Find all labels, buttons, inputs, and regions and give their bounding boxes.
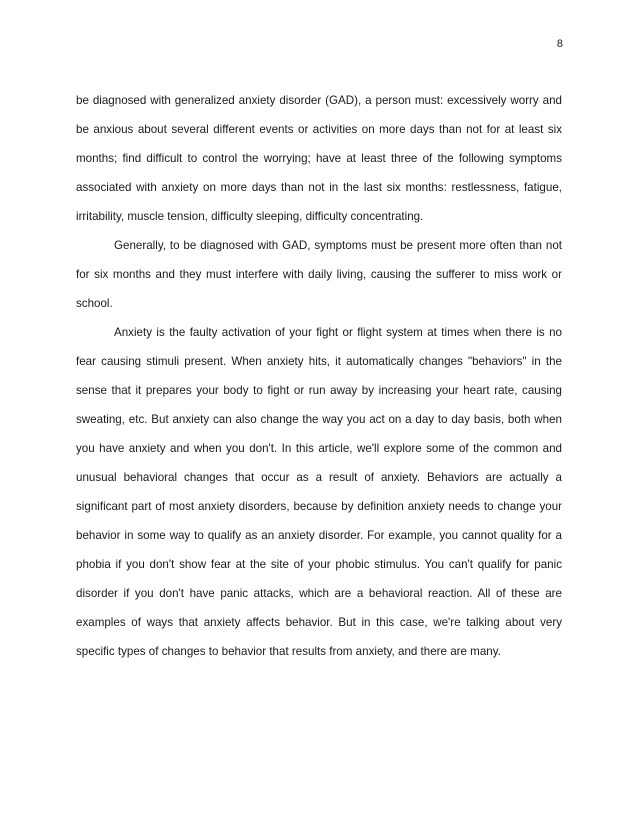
paragraph-gad-diagnosis: Generally, to be diagnosed with GAD, symptoms must be present more often than not for six months and they must interfere with daily living, causing the sufferer to miss work or school. xyxy=(76,239,562,310)
paragraph-continuation: be diagnosed with generalized anxiety disorder (GAD), a person must: excessively worry and be anxious about several different events or activities on more days than not for at least six months; find difficult to control the worrying; have at least three of the following symptoms associated with anxiety on more days than not in the last six months: restlessness, fatigue, irritability, muscle tension, difficulty sleeping, difficulty concentrating. xyxy=(76,94,562,223)
document-body xyxy=(76,86,562,666)
paragraph-anxiety-behaviors: Anxiety is the faulty activation of your fight or flight system at times when there is no fear causing stimuli present. When anxiety hits, it automatically changes "behaviors" in the sense that it prepares your body to fight or run away by increasing your heart rate, causing sweating, etc. But anxiety can also change the way you act on a day to day basis, both when you have anxiety and when you don't. In this article, we'll explore some of the common and unusual behavioral changes that occur as a result of anxiety. Behaviors are actually a significant part of most anxiety disorders, because by definition anxiety needs to change your behavior in some way to qualify as an anxiety disorder. For example, you cannot quality for a phobia if you don't show fear at the site of your phobic stimulus. You can't qualify for panic disorder if you don't have panic attacks, which are a behavioral reaction. All of these are examples of ways that anxiety affects behavior. But in this case, we're talking about very specific types of changes to behavior that results from anxiety, and there are many. xyxy=(76,326,562,658)
page-number: 8 xyxy=(556,38,563,50)
